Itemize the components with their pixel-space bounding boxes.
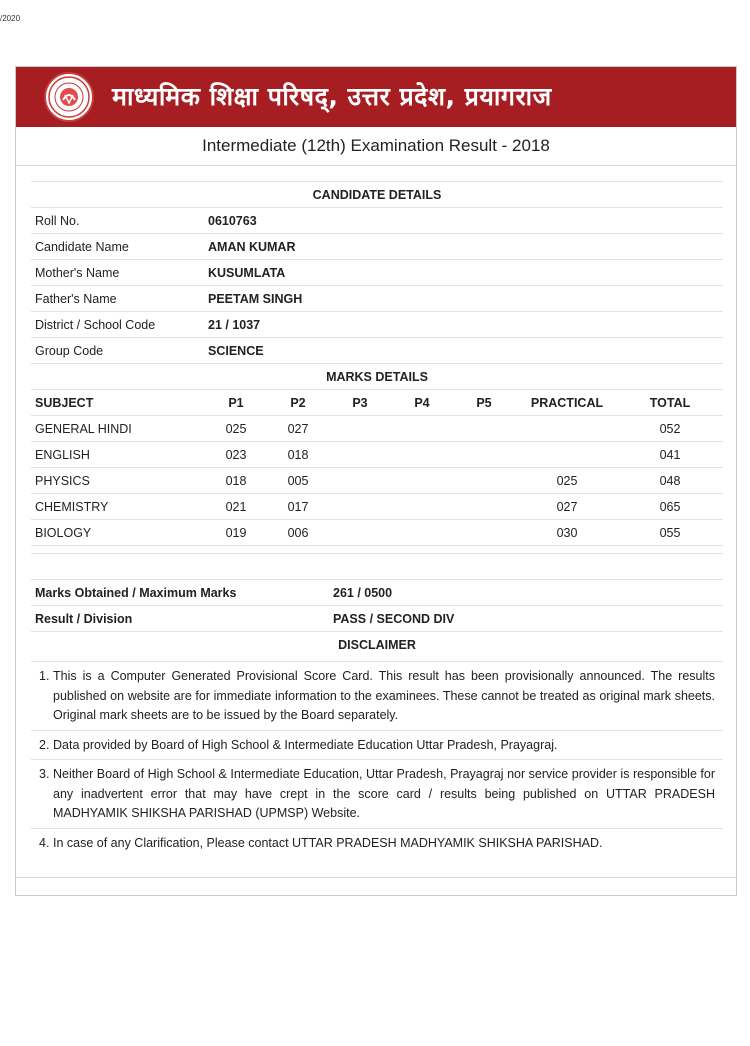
- field-value: PEETAM SINGH: [208, 291, 303, 306]
- table-row: [31, 415, 723, 441]
- disclaimer-text: Neither Board of High School & Intermediate Education, Uttar Pradesh, Prayagraj nor service provider is responsible for any inadvertent error that may have crept in the score card / results being published on UTTAR PRADESH MADHYAMIK SHIKSHA PARISHAD (UPMSP) Website.: [53, 767, 715, 820]
- column-header: P4: [414, 395, 430, 410]
- column-header: P5: [476, 395, 492, 410]
- column-header: PRACTICAL: [530, 395, 604, 410]
- field-label: District / School Code: [35, 317, 156, 332]
- subject-cell: ENGLISH: [35, 447, 90, 462]
- board-banner: [16, 67, 736, 127]
- p1-cell: 023: [225, 447, 247, 462]
- field-row: [31, 259, 723, 285]
- field-value: 0610763: [208, 213, 257, 228]
- marks-obtained-value: 261 / 0500: [333, 585, 393, 600]
- column-header: P3: [352, 395, 368, 410]
- field-row: [31, 285, 723, 311]
- disclaimer-item: [31, 828, 723, 858]
- table-row: [31, 493, 723, 519]
- candidate-section-title: CANDIDATE DETAILS: [31, 181, 723, 207]
- column-header: SUBJECT: [35, 395, 94, 410]
- table-row: [31, 467, 723, 493]
- result-card: [15, 66, 737, 896]
- field-value: SCIENCE: [208, 343, 264, 358]
- total-cell: 048: [659, 473, 681, 488]
- disclaimer-item: [31, 759, 723, 828]
- marks-table: [31, 363, 723, 579]
- p2-cell: 027: [287, 421, 309, 436]
- subject-cell: PHYSICS: [35, 473, 90, 488]
- result-row: [31, 605, 723, 631]
- p1-cell: 021: [225, 499, 247, 514]
- practical-cell: 030: [556, 525, 578, 540]
- disclaimer-text: This is a Computer Generated Provisional Score Card. This result has been provisionally announced. The results published on website are for immediate information to the examinees. These cannot be treated as original mark sheets. Original mark sheets are to be issued by the Board separately.: [53, 669, 715, 722]
- disclaimer-text: Data provided by Board of High School & Intermediate Education Uttar Pradesh, Prayagraj.: [53, 737, 558, 752]
- disclaimer-number: 1.: [39, 669, 50, 683]
- p2-cell: 005: [287, 473, 309, 488]
- column-header: P2: [290, 395, 306, 410]
- disclaimer-number: 4.: [39, 835, 50, 850]
- field-value: 21 / 1037: [208, 317, 261, 332]
- p1-cell: 019: [225, 525, 247, 540]
- field-label: Candidate Name: [35, 239, 129, 254]
- field-row: [31, 233, 723, 259]
- spacer-row: [31, 553, 723, 579]
- total-cell: 055: [659, 525, 681, 540]
- upmsp-seal-icon: [44, 72, 94, 122]
- field-label: Mother's Name: [35, 265, 120, 280]
- disclaimer-title: DISCLAIMER: [31, 631, 723, 657]
- field-label: Group Code: [35, 343, 104, 358]
- table-row: [31, 441, 723, 467]
- p1-cell: 018: [225, 473, 247, 488]
- practical-cell: 027: [556, 499, 578, 514]
- subject-cell: GENERAL HINDI: [35, 421, 132, 436]
- p2-cell: 006: [287, 525, 309, 540]
- marks-header-row: [31, 389, 723, 415]
- practical-cell: 025: [556, 473, 578, 488]
- field-row: [31, 311, 723, 337]
- spacer-row: [31, 545, 723, 553]
- disclaimer-number: 2.: [39, 737, 50, 752]
- marks-obtained-label: Marks Obtained / Maximum Marks: [35, 585, 237, 600]
- disclaimer-item: [31, 661, 723, 730]
- total-cell: 052: [659, 421, 681, 436]
- candidate-details-table: [31, 181, 723, 657]
- disclaimer-list: [31, 661, 723, 857]
- field-label: Father's Name: [35, 291, 117, 306]
- field-row: [31, 207, 723, 233]
- field-label: Roll No.: [35, 213, 80, 228]
- disclaimer-text: In case of any Clarification, Please contact UTTAR PRADESH MADHYAMIK SHIKSHA PARISHAD.: [53, 835, 603, 850]
- column-header: P1: [228, 395, 244, 410]
- exam-title: Intermediate (12th) Examination Result - 2018: [16, 127, 736, 166]
- total-cell: 041: [659, 447, 681, 462]
- column-header: TOTAL: [649, 395, 691, 410]
- field-value: KUSUMLATA: [208, 265, 286, 280]
- subject-cell: BIOLOGY: [35, 525, 92, 540]
- subject-cell: CHEMISTRY: [35, 499, 109, 514]
- disclaimer-number: 3.: [39, 767, 50, 781]
- card-footer-divider: [16, 877, 736, 878]
- field-value: AMAN KUMAR: [208, 239, 296, 254]
- print-date: /2020: [0, 14, 21, 23]
- p2-cell: 017: [287, 499, 309, 514]
- result-value: PASS / SECOND DIV: [333, 611, 455, 626]
- marks-section-title: MARKS DETAILS: [31, 363, 723, 389]
- total-cell: 065: [659, 499, 681, 514]
- disclaimer-item: [31, 730, 723, 760]
- summary-table: [31, 579, 723, 657]
- marks-obtained-row: [31, 579, 723, 605]
- result-label: Result / Division: [35, 611, 133, 626]
- p1-cell: 025: [225, 421, 247, 436]
- p2-cell: 018: [287, 447, 309, 462]
- board-title: माध्यमिक शिक्षा परिषद्, उत्तर प्रदेश, प्रयागराज: [112, 82, 552, 111]
- field-row: [31, 337, 723, 363]
- table-row: [31, 519, 723, 545]
